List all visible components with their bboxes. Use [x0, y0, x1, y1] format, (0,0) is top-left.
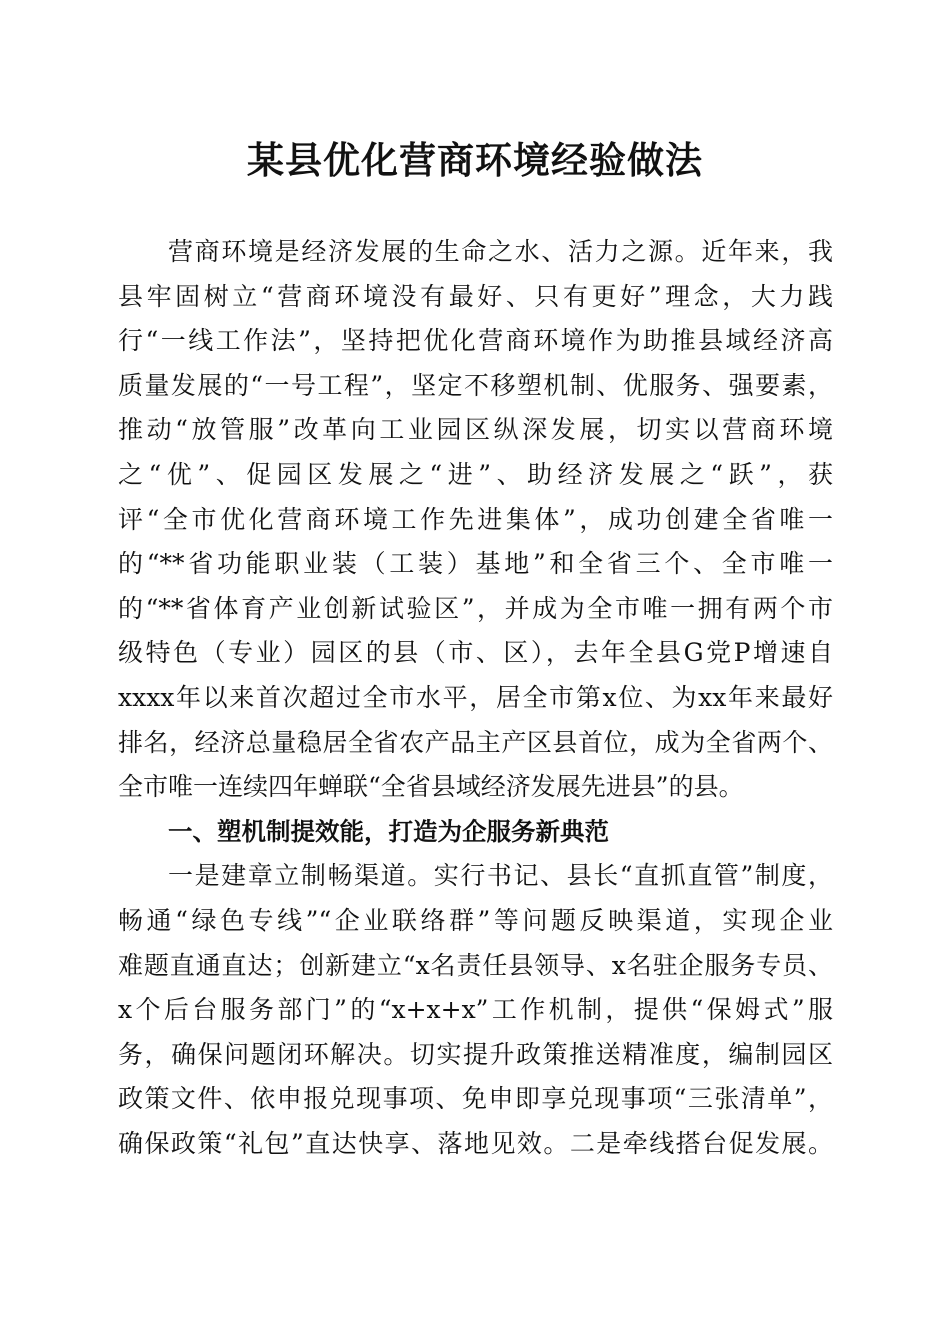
- section-line: x个后台服务部门”的“x+x+x”工作机制，提供“保姆式”服: [118, 995, 833, 1025]
- intro-line: xxxx年以来首次超过全市水平，居全市第x位、为xx年来最好: [118, 682, 833, 712]
- section-line: 确保政策“礼包”直达快享、落地见效。二是牵线搭台促发展。: [118, 1128, 833, 1158]
- section-heading: 一、塑机制提效能，打造为企服务新典范: [168, 816, 609, 846]
- intro-line: 之“优”、促园区发展之“进”、助经济发展之“跃”，获: [118, 459, 833, 489]
- intro-line: 级特色（专业）园区的县（市、区），去年全县G党P增速自: [118, 638, 833, 668]
- intro-line: 县牢固树立“营商环境没有最好、只有更好”理念，大力践: [118, 281, 833, 311]
- intro-line: 排名，经济总量稳居全省农产品主产区县首位，成为全省两个、: [118, 727, 833, 757]
- section-line: 难题直通直达；创新建立“x名责任县领导、x名驻企服务专员、: [118, 950, 833, 980]
- intro-line: 营商环境是经济发展的生命之水、活力之源。近年来，我: [168, 237, 833, 266]
- section-line: 政策文件、依申报兑现事项、免申即享兑现事项“三张清单”，: [118, 1084, 833, 1114]
- section-line: 畅通“绿色专线”“企业联络群”等问题反映渠道，实现企业: [118, 905, 833, 935]
- section-line: 一是建章立制畅渠道。实行书记、县长“直抓直管”制度，: [168, 861, 833, 891]
- intro-line: 质量发展的“一号工程”，坚定不移塑机制、优服务、强要素，: [118, 370, 833, 400]
- intro-line: 推动“放管服”改革向工业园区纵深发展，切实以营商环境: [118, 415, 833, 445]
- section-line: 务，确保问题闭环解决。切实提升政策推送精准度，编制园区: [118, 1039, 833, 1069]
- intro-line: 行“一线工作法”，坚持把优化营商环境作为助推县域经济高: [118, 326, 833, 356]
- intro-line: 的“**省体育产业创新试验区”，并成为全市唯一拥有两个市: [118, 593, 833, 623]
- document-body: [118, 230, 833, 1166]
- document-title: 某县优化营商环境经验做法: [247, 138, 703, 182]
- intro-line: 评“全市优化营商环境工作先进集体”，成功创建全省唯一: [118, 504, 833, 534]
- intro-line: 的“**省功能职业装（工装）基地”和全省三个、全市唯一: [118, 549, 833, 579]
- intro-line: 全市唯一连续四年蝉联“全省县域经济发展先进县”的县。: [118, 772, 744, 802]
